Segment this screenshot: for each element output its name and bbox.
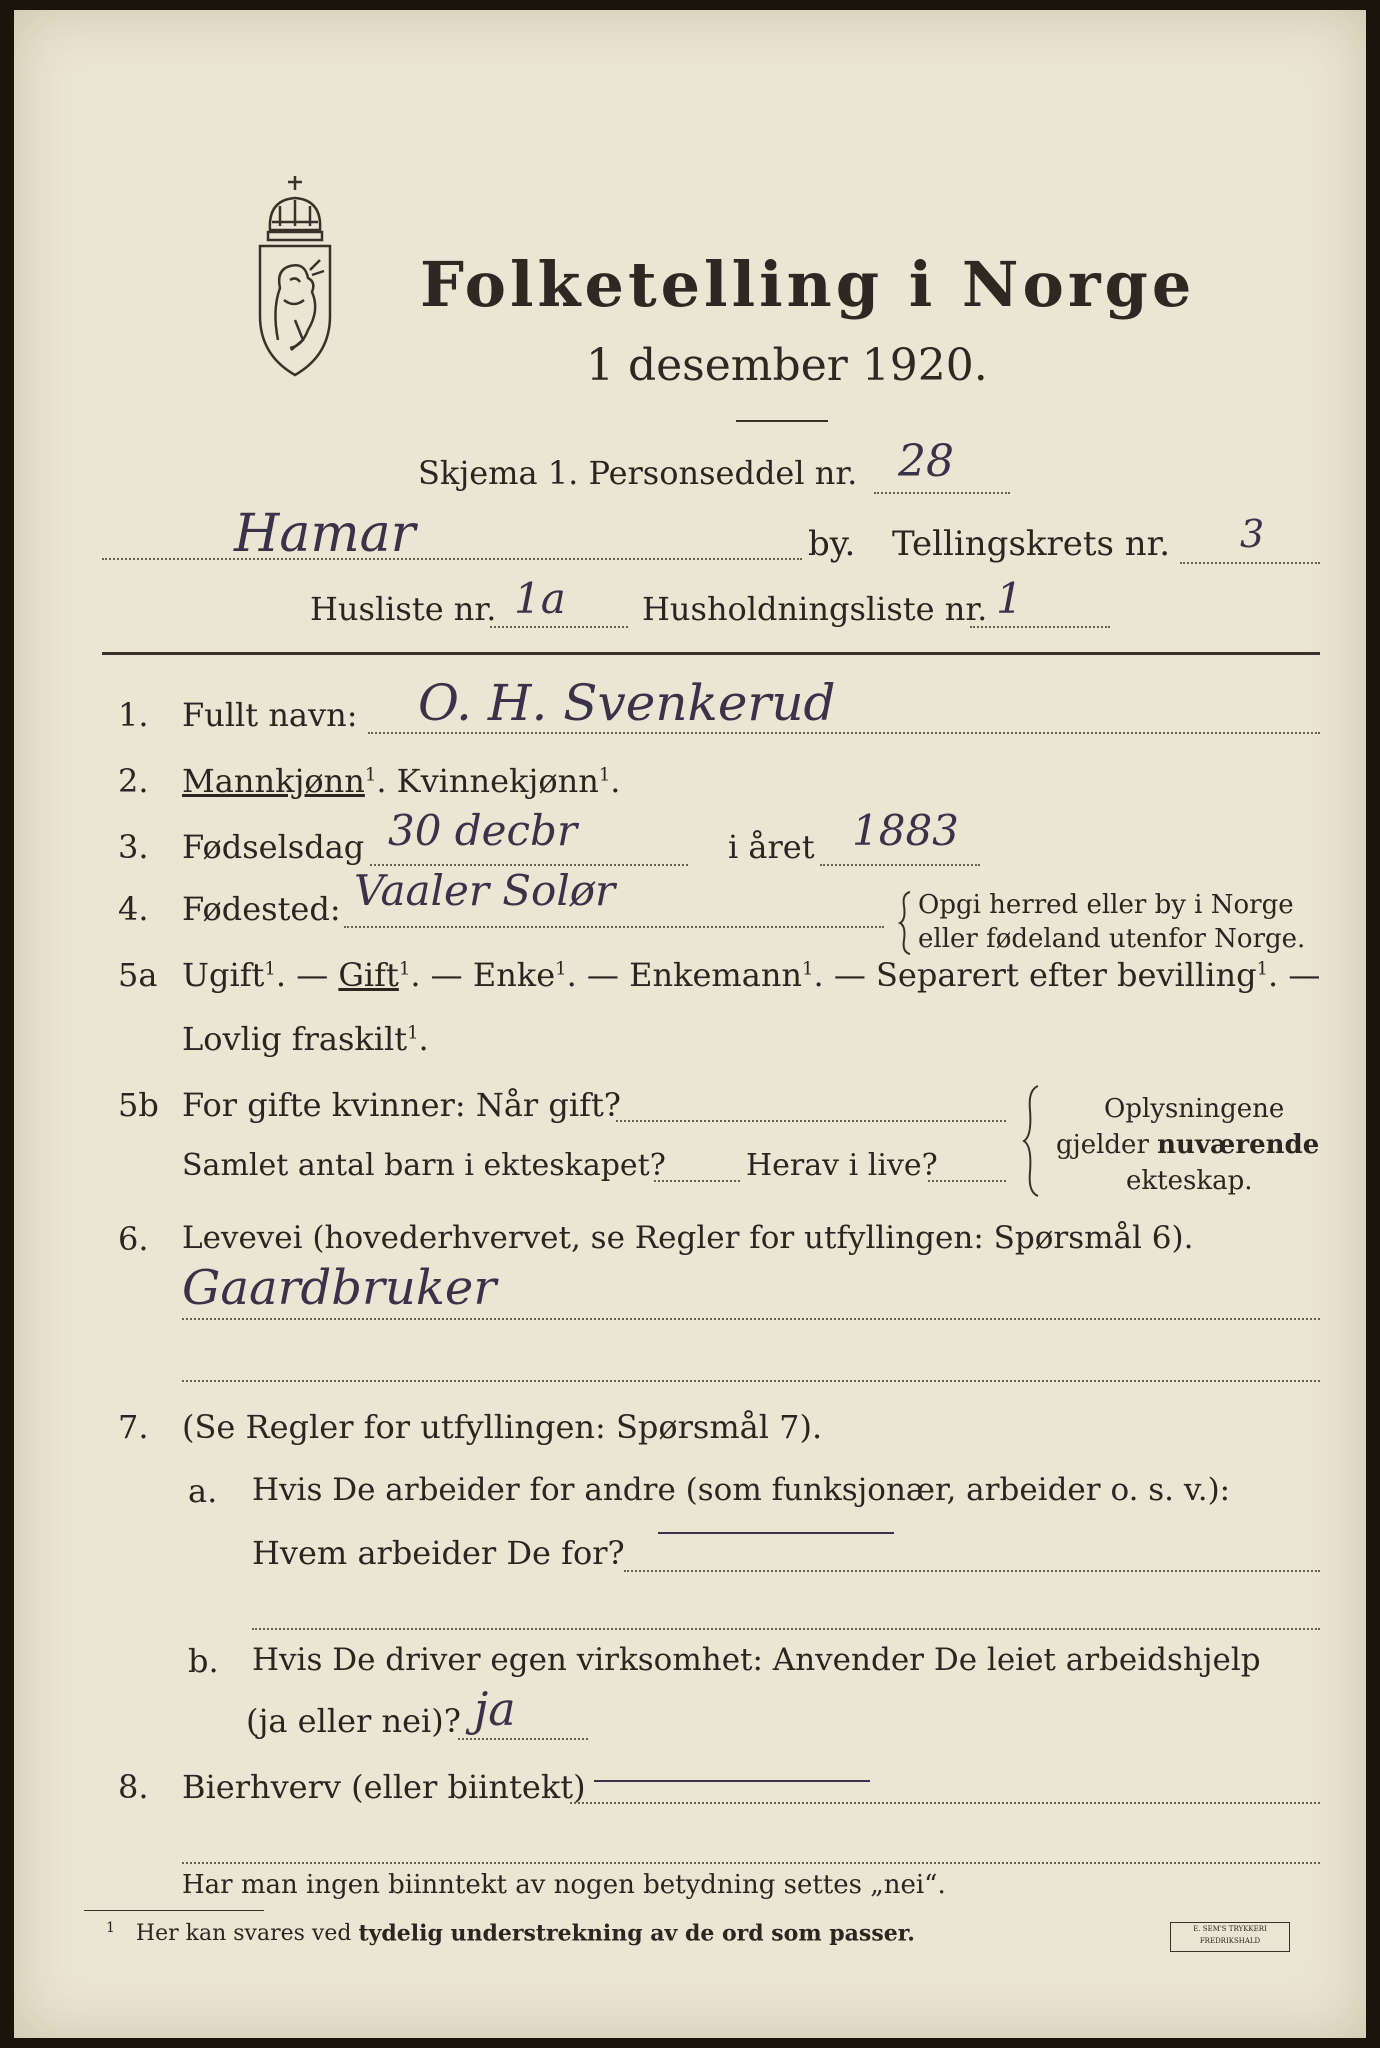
q5b-note-line1: Oplysningene	[1104, 1094, 1285, 1124]
q5a-fraskilt[interactable]: Lovlig fraskilt	[182, 1020, 408, 1058]
q8-number: 8.	[118, 1768, 149, 1806]
header-divider	[102, 652, 1320, 655]
q7a-question: Hvem arbeider De for?	[252, 1534, 625, 1572]
footnote-mark: 1	[106, 1920, 115, 1936]
q2-female[interactable]: . Kvinnekjønn	[376, 762, 599, 800]
q6-line-1	[182, 1318, 1320, 1320]
q5b-barn-label: Samlet antal barn i ekteskapet?	[182, 1148, 666, 1183]
q4-line	[344, 926, 884, 928]
q7a-dash-mark[interactable]	[658, 1532, 894, 1534]
q5a-options	[182, 956, 1320, 994]
q2-options	[182, 762, 620, 800]
q7a-letter: a.	[188, 1472, 218, 1510]
q3-year-value[interactable]: 1883	[852, 806, 959, 855]
q7-label: (Se Regler for utfyllingen: Spørsmål 7).	[182, 1408, 823, 1446]
printer-stamp-line2: FREDRIKSHALD	[1199, 1937, 1261, 1945]
q5b-note-gjelder: gjelder	[1056, 1130, 1149, 1160]
q5b-brace-icon	[1022, 1084, 1042, 1198]
q5a-dash-5: . —	[1268, 956, 1321, 994]
census-form	[14, 10, 1366, 2038]
q6-number: 6.	[118, 1220, 149, 1258]
q5a-sup-5: 1	[1256, 958, 1269, 980]
q2-sup2: 1	[598, 764, 611, 786]
personseddel-value[interactable]: 28	[898, 436, 954, 487]
q6-line-2	[182, 1380, 1320, 1382]
by-label: by.	[808, 524, 856, 564]
q7-number: 7.	[118, 1408, 149, 1446]
q4-note-line2: eller fødeland utenfor Norge.	[918, 924, 1306, 954]
q2-male[interactable]: Mannkjønn	[182, 762, 365, 800]
husholdning-line	[970, 626, 1110, 628]
place-line	[102, 558, 802, 560]
coat-of-arms-icon	[250, 170, 340, 380]
q8-label: Bierhverv (eller biintekt)	[182, 1768, 586, 1806]
q2-sup1: 1	[364, 764, 377, 786]
q5b-label: For gifte kvinner: Når gift?	[182, 1086, 621, 1124]
footnote-rule	[84, 1910, 264, 1911]
q7b-label: Hvis De driver egen virksomhet: Anvender De leiet arbeidshjelp	[252, 1642, 1261, 1678]
q4-value[interactable]: Vaaler Solør	[354, 866, 616, 915]
q8-dash-mark[interactable]	[594, 1780, 870, 1782]
q5b-barn-line	[654, 1180, 740, 1182]
q5b-live-label: Herav i live?	[746, 1148, 938, 1183]
q7b-line	[458, 1738, 588, 1740]
q5a-enkemann[interactable]: Enkemann	[629, 956, 803, 994]
husholdning-label: Husholdningsliste nr.	[642, 590, 988, 628]
q6-label: Levevei (hovederhvervet, se Regler for utfyllingen: Spørsmål 6).	[182, 1220, 1194, 1256]
form-date: 1 desember 1920.	[586, 340, 988, 391]
skjema-label: Skjema 1. Personseddel nr.	[418, 454, 858, 492]
q5a-sup-4: 1	[802, 958, 814, 980]
q5a-enke[interactable]: Enke	[472, 956, 556, 994]
q3-value[interactable]: 30 decbr	[388, 806, 578, 855]
q5b-line	[616, 1120, 1006, 1122]
q1-label: Fullt navn:	[182, 696, 358, 734]
footnote-text-a: Her kan svares ved	[135, 1921, 352, 1947]
q5a-dash-3: . —	[566, 956, 619, 994]
q5a-gift[interactable]: Gift	[338, 956, 399, 994]
q5a-dash-4: . —	[813, 956, 866, 994]
q5a-fraskilt-row	[182, 1020, 429, 1058]
q3-year-label: i året	[728, 828, 815, 866]
q5b-note-nuvaerende: nuværende	[1157, 1130, 1320, 1160]
q7a-line-2	[252, 1628, 1320, 1630]
place-value[interactable]: Hamar	[234, 504, 416, 564]
q5b-note-line3: ekteskap.	[1126, 1166, 1253, 1196]
q4-note-line1: Opgi herred eller by i Norge	[918, 890, 1294, 920]
q3-year-line	[820, 864, 980, 866]
q5a-ugift[interactable]: Ugift	[182, 956, 265, 994]
q5a-separert[interactable]: Separert efter bevilling	[876, 956, 1257, 994]
personseddel-line	[874, 492, 1010, 494]
q4-brace-icon	[898, 890, 914, 956]
q5a-sup-6: 1	[407, 1022, 419, 1044]
q5a-sup-2: 1	[398, 958, 411, 980]
q3-number: 3.	[118, 828, 149, 866]
printer-stamp	[1170, 1922, 1290, 1952]
footnote-text-b: tydelig understrekning av de ord som passer.	[358, 1920, 915, 1947]
q7a-line	[624, 1570, 1320, 1572]
q2-end: .	[610, 762, 621, 800]
title-divider	[736, 420, 828, 422]
q1-value[interactable]: O. H. Svenkerud	[418, 674, 836, 732]
tellingskrets-value[interactable]: 3	[1240, 512, 1265, 556]
q5a-sup-1: 1	[264, 958, 276, 980]
q5b-live-line	[928, 1180, 1006, 1182]
tellingskrets-line	[1180, 562, 1320, 564]
printer-stamp-line1: E. SEM'S TRYKKERI	[1193, 1925, 1267, 1933]
q1-line	[368, 732, 1320, 734]
q6-value[interactable]: Gaardbruker	[182, 1260, 497, 1316]
q8-note: Har man ingen biinntekt av nogen betydning settes „nei“.	[182, 1870, 946, 1900]
q5b-note-line2	[1056, 1130, 1319, 1160]
footnote	[106, 1920, 915, 1946]
q7b-value[interactable]: ja	[474, 1682, 516, 1736]
q1-number: 1.	[118, 696, 149, 734]
q5b-number: 5b	[118, 1086, 159, 1124]
q3-label: Fødselsdag	[182, 828, 365, 866]
q8-line-2	[182, 1862, 1320, 1864]
husliste-value[interactable]: 1a	[514, 574, 566, 623]
q5a-number: 5a	[118, 956, 158, 994]
q8-line	[570, 1802, 1320, 1804]
tellingskrets-label: Tellingskrets nr.	[892, 524, 1171, 564]
husliste-line	[490, 626, 628, 628]
q2-number: 2.	[118, 762, 149, 800]
q7b-question: (ja eller nei)?	[246, 1702, 461, 1740]
q4-number: 4.	[118, 890, 149, 928]
q7b-letter: b.	[188, 1642, 219, 1680]
husliste-label: Husliste nr.	[310, 590, 497, 628]
form-title: Folketelling i Norge	[420, 248, 1196, 321]
q5a-sup-3: 1	[555, 958, 567, 980]
q5a-dash-1: . —	[275, 956, 329, 994]
q5a-dash-2: . —	[410, 956, 463, 994]
q7a-label: Hvis De arbeider for andre (som funksjonær, arbeider o. s. v.):	[252, 1472, 1231, 1508]
q5a-end: .	[418, 1020, 429, 1058]
q4-label: Fødested:	[182, 890, 341, 928]
husholdning-value[interactable]: 1	[996, 574, 1023, 623]
